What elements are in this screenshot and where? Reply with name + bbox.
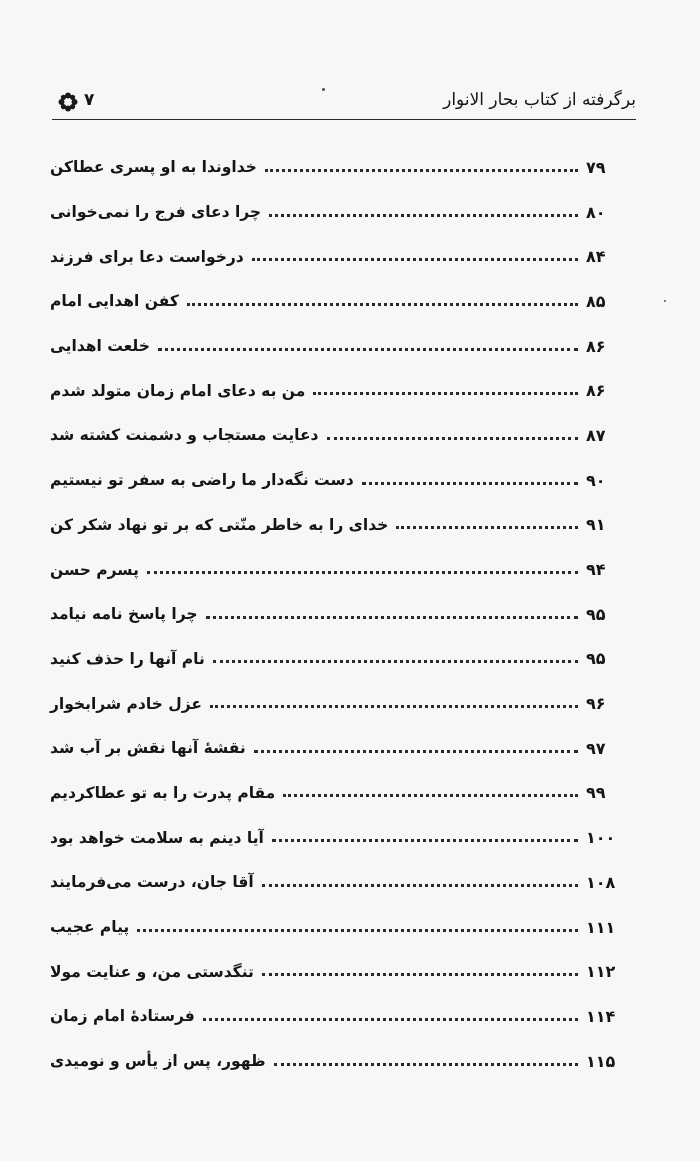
- toc-entry: [44, 994, 626, 1039]
- page-header: [52, 88, 636, 122]
- dot-leader: [274, 1063, 578, 1066]
- toc-entry-page: ۱۱۵: [586, 1051, 616, 1071]
- dot-leader: [269, 214, 578, 217]
- dot-leader: [213, 660, 578, 663]
- toc-entry-page: ۹۹: [586, 783, 606, 803]
- toc-entry-title: درخواست دعا برای فرزند: [50, 247, 244, 266]
- toc-entry-page: ۸۶: [586, 381, 606, 401]
- toc-entry: [44, 503, 626, 548]
- toc-entry-page: ۹۴: [586, 560, 606, 580]
- toc-entry-title: مقام پدرت را به تو عطاکردیم: [50, 783, 276, 802]
- toc-entry-page: ۱۰۰: [586, 828, 616, 848]
- toc-entry: [44, 547, 626, 592]
- toc-entry: [44, 368, 626, 413]
- scan-speck: [664, 300, 666, 302]
- toc-entry-page: ۹۱: [586, 515, 606, 535]
- flower-ornament-icon: [58, 92, 78, 112]
- table-of-contents: [44, 145, 626, 1083]
- dot-leader: [265, 169, 578, 172]
- toc-entry: [44, 413, 626, 458]
- toc-entry: [44, 905, 626, 950]
- page-number: ۷: [84, 90, 95, 110]
- toc-entry-page: ۹۵: [586, 649, 606, 669]
- dot-leader: [147, 571, 578, 574]
- dot-leader: [203, 1018, 578, 1021]
- toc-entry-title: دست نگه‌دار ما راضی به سفر تو نیستیم: [50, 471, 354, 490]
- toc-entry-title: پسرم حسن: [50, 560, 139, 579]
- dot-leader: [272, 839, 578, 842]
- toc-entry-page: ۱۱۴: [586, 1006, 616, 1026]
- toc-entry: [44, 771, 626, 816]
- toc-entry-title: خداوندا به او پسری عطاکن: [50, 158, 257, 177]
- dot-leader: [362, 482, 578, 485]
- toc-entry-title: فرستادهٔ امام زمان: [50, 1007, 195, 1026]
- toc-entry: [44, 324, 626, 369]
- toc-entry-title: خدای را به خاطر منّتی که بر تو نهاد شکر کن: [50, 515, 389, 534]
- toc-entry-title: خلعت اهدایی: [50, 337, 150, 356]
- toc-entry-title: ظهور، پس از یأس و نومیدی: [50, 1052, 266, 1071]
- toc-entry-page: ۹۵: [586, 604, 606, 624]
- dot-leader: [262, 884, 578, 887]
- toc-entry-title: تنگدستی من، و عنایت مولا: [50, 962, 254, 981]
- dot-leader: [254, 750, 578, 753]
- toc-entry-page: ۹۰: [586, 470, 606, 490]
- toc-entry-title: پیام عجیب: [50, 918, 130, 937]
- toc-entry-title: آقا جان، درست می‌فرمایند: [50, 873, 254, 892]
- toc-entry-page: ۱۰۸: [586, 872, 616, 892]
- toc-entry: [44, 279, 626, 324]
- dot-leader: [396, 526, 578, 529]
- dot-leader: [206, 616, 578, 619]
- running-header-title: برگرفته از کتاب بحار الانوار: [443, 90, 636, 110]
- dot-leader: [327, 437, 578, 440]
- toc-entry-page: ۸۴: [586, 247, 606, 267]
- toc-entry-title: دعایت مستجاب و دشمنت کشته شد: [50, 426, 319, 445]
- toc-entry-title: آیا دینم به سلامت خواهد بود: [50, 828, 264, 847]
- toc-entry-title: کفن اهدایی امام: [50, 292, 179, 311]
- toc-entry-page: ۸۵: [586, 291, 606, 311]
- toc-entry-title: نام آنها را حذف کنید: [50, 649, 205, 668]
- dot-leader: [158, 348, 578, 351]
- toc-entry: [44, 145, 626, 190]
- toc-entry: [44, 458, 626, 503]
- toc-entry-page: ۸۶: [586, 336, 606, 356]
- toc-entry-title: چرا دعای فرج را نمی‌خوانی: [50, 203, 262, 222]
- toc-entry-page: ۹۷: [586, 738, 606, 758]
- header-rule: [52, 119, 636, 120]
- toc-entry-title: من به دعای امام زمان متولد شدم: [50, 381, 306, 400]
- toc-entry-page: ۷۹: [586, 157, 606, 177]
- scan-speck: [322, 88, 325, 91]
- toc-entry: [44, 190, 626, 235]
- toc-entry-page: ۹۶: [586, 694, 606, 714]
- toc-entry: [44, 949, 626, 994]
- toc-entry-page: ۸۷: [586, 425, 606, 445]
- dot-leader: [137, 929, 578, 932]
- toc-entry: [44, 1039, 626, 1084]
- toc-entry: [44, 234, 626, 279]
- dot-leader: [313, 392, 578, 395]
- toc-entry: [44, 681, 626, 726]
- toc-entry: [44, 592, 626, 637]
- dot-leader: [252, 258, 578, 261]
- toc-entry-title: نقشهٔ آنها نقش بر آب شد: [50, 739, 246, 758]
- toc-entry: [44, 860, 626, 905]
- toc-entry-title: چرا پاسخ نامه نیامد: [50, 605, 198, 624]
- toc-entry-title: عزل خادم شرابخوار: [50, 694, 202, 713]
- dot-leader: [283, 794, 578, 797]
- toc-entry-page: ۸۰: [586, 202, 606, 222]
- dot-leader: [262, 973, 578, 976]
- toc-entry: [44, 726, 626, 771]
- dot-leader: [187, 303, 578, 306]
- toc-entry-page: ۱۱۲: [586, 962, 616, 982]
- toc-entry-page: ۱۱۱: [586, 917, 616, 937]
- toc-entry: [44, 637, 626, 682]
- dot-leader: [210, 705, 578, 708]
- toc-entry: [44, 815, 626, 860]
